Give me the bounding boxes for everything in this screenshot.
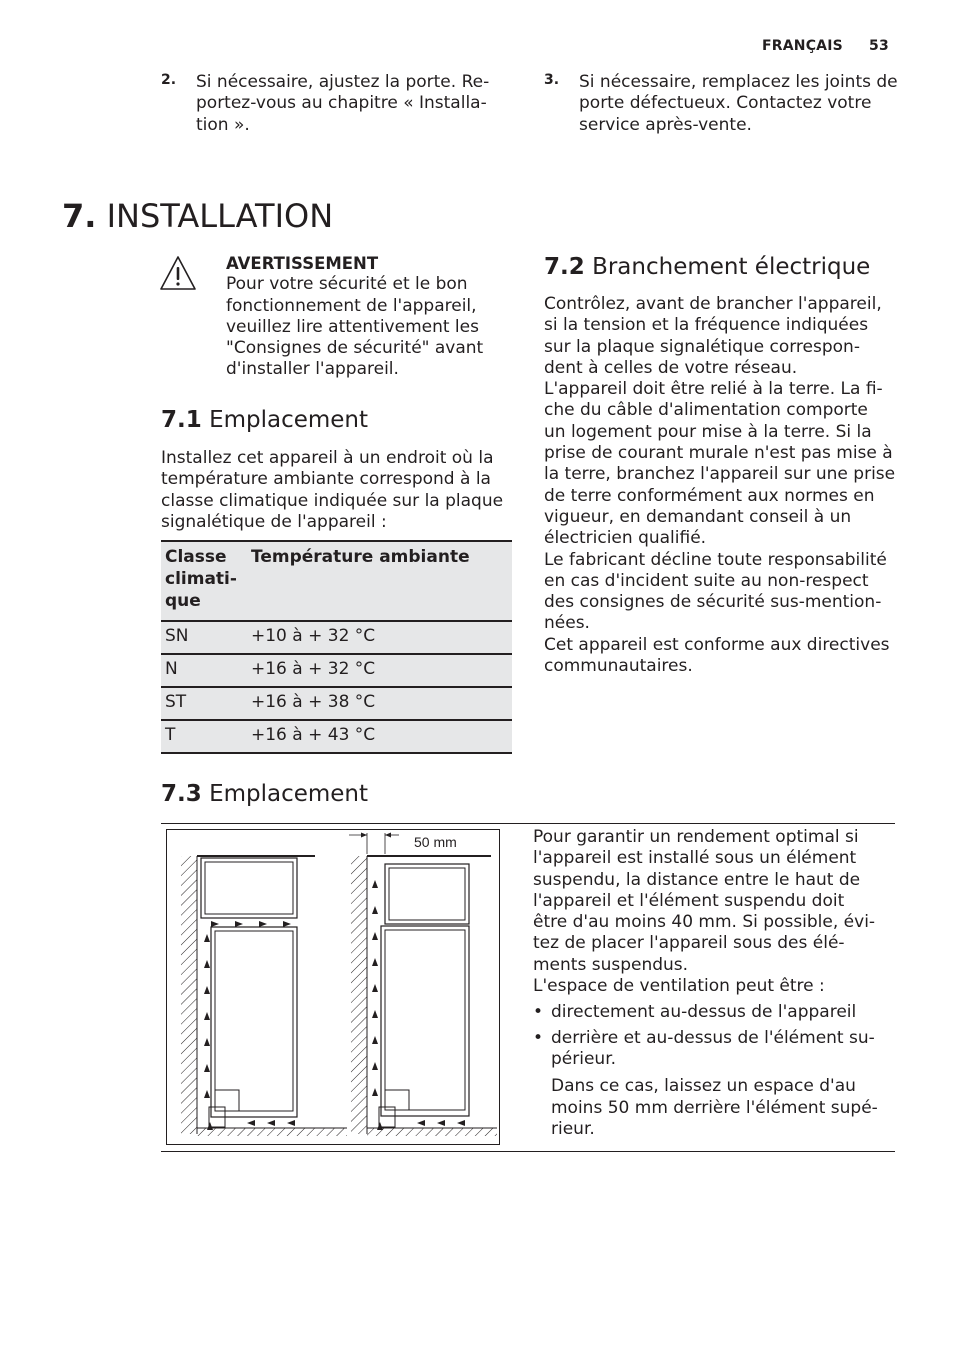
text-line: Contrôlez, avant de brancher l'appareil, <box>544 294 882 314</box>
text-line: électricien qualifié. <box>544 528 707 549</box>
text-line: dent à celles de votre réseau. <box>544 357 798 378</box>
text-line: tion ». <box>196 114 250 135</box>
text-line: l'appareil et l'élément suspendu doit <box>533 890 845 911</box>
text-line: Pour votre sécurité et le bon <box>226 274 468 295</box>
table-row <box>161 621 512 654</box>
section-number: 7.1 <box>161 407 202 433</box>
table-header-row <box>161 541 512 621</box>
text-line: température ambiante correspond à la <box>161 469 491 490</box>
text-line: vigueur, en demandant conseil à un <box>544 506 852 527</box>
section-title: Emplacement <box>209 407 369 433</box>
dimension-label: 50 mm <box>414 834 457 850</box>
header-line: que <box>165 591 201 611</box>
cell-temperature: +16 à + 43 °C <box>247 720 512 753</box>
cell-class: ST <box>161 687 247 720</box>
text-line: nées. <box>544 613 590 634</box>
note <box>533 1076 893 1140</box>
text-line: l'appareil est installé sous un élément <box>533 848 857 869</box>
section-7-3-text <box>533 827 893 1140</box>
text-line: Pour garantir un rendement optimal si <box>533 827 859 847</box>
chapter-title-text: INSTALLATION <box>106 197 334 235</box>
text-line: moins 50 mm derrière l'élément supé- <box>551 1097 878 1118</box>
chapter-number: 7. <box>62 197 97 235</box>
header-line: Classe <box>165 547 227 567</box>
table-row <box>161 687 512 720</box>
section-number: 7.3 <box>161 781 202 807</box>
warning-box <box>226 253 516 381</box>
section-7-2-text <box>544 294 904 677</box>
section-number: 7.2 <box>544 254 585 280</box>
text-line: L'espace de ventilation peut être : <box>533 976 825 997</box>
text-line: • derrière et au-dessus de l'élément su- <box>551 1027 875 1048</box>
warning-icon <box>158 254 198 294</box>
step-number: 3. <box>544 72 560 88</box>
text-line: tez de placer l'appareil sous des élé- <box>533 933 845 954</box>
section-title: Branchement électrique <box>592 254 871 280</box>
header-line: climati- <box>165 569 237 589</box>
text-line: signalétique de l'appareil : <box>161 511 387 532</box>
section-heading-7-3 <box>161 780 368 808</box>
text-line: service après-vente. <box>579 114 752 135</box>
warning-title: AVERTISSEMENT <box>226 254 379 273</box>
text-line: un logement pour mise à la terre. Si la <box>544 421 872 442</box>
section-heading-7-1 <box>161 406 368 434</box>
text-line: che du câble d'alimentation comporte <box>544 400 868 421</box>
table-row <box>161 720 512 753</box>
diagram-right <box>349 833 497 1137</box>
cell-temperature: +16 à + 38 °C <box>247 687 512 720</box>
text-line: d'installer l'appareil. <box>226 359 399 380</box>
text-line: si la tension et la fréquence indiquées <box>544 315 869 336</box>
text-line: des consignes de sécurité sus-mention- <box>544 592 882 613</box>
text-line: en cas d'incident suite au non-respect <box>544 570 869 591</box>
step-number: 2. <box>161 72 177 88</box>
text-line: Si nécessaire, remplacez les joints de <box>579 72 898 92</box>
text-line: • directement au-dessus de l'appareil <box>551 1002 857 1023</box>
table-row <box>161 654 512 687</box>
text-line: prise de courant murale n'est pas mise à <box>544 443 893 464</box>
section-heading-7-2 <box>544 253 870 281</box>
section-7-1-text <box>161 448 511 533</box>
section-title: Emplacement <box>209 781 369 807</box>
step-text <box>196 72 506 136</box>
cell-temperature: +16 à + 32 °C <box>247 654 512 687</box>
text-line: Cet appareil est conforme aux directives <box>544 634 890 655</box>
text-line: porte défectueux. Contactez votre <box>579 93 872 114</box>
text-line: veuillez lire attentivement les <box>226 316 479 337</box>
diagram-left <box>181 856 347 1136</box>
text-line: communautaires. <box>544 656 693 677</box>
text-line: suspendu, la distance entre le haut de <box>533 869 861 890</box>
cell-class: N <box>161 654 247 687</box>
header-classe <box>161 541 247 621</box>
cell-class: SN <box>161 621 247 654</box>
text-line: Installez cet appareil à un endroit où la <box>161 448 494 468</box>
section-divider-top <box>161 823 895 824</box>
text-line: Le fabricant décline toute responsabilité <box>544 549 887 570</box>
text-line: "Consignes de sécurité" avant <box>226 338 484 359</box>
cell-class: T <box>161 720 247 753</box>
cell-temperature: +10 à + 32 °C <box>247 621 512 654</box>
chapter-title <box>62 196 333 236</box>
text-line: L'appareil doit être relié à la terre. La fi- <box>544 379 883 400</box>
text-line: ments suspendus. <box>533 954 689 975</box>
text-line: rieur. <box>551 1118 595 1139</box>
page-number: 53 <box>869 38 889 54</box>
step-text <box>579 72 909 136</box>
text-line: classe climatique indiquée sur la plaque <box>161 490 504 511</box>
climate-table <box>161 540 512 754</box>
text-line: fonctionnement de l'appareil, <box>226 295 477 316</box>
list-item <box>533 1002 893 1023</box>
header-temperature: Température ambiante <box>247 541 512 621</box>
section-divider-bottom <box>161 1151 895 1152</box>
text-line: sur la plaque signalétique correspon- <box>544 336 860 357</box>
text-line: Dans ce cas, laissez un espace d'au <box>551 1076 856 1097</box>
text-line: périeur. <box>551 1048 617 1069</box>
bullet-list <box>533 1002 893 1070</box>
text-line: être d'au moins 40 mm. Si possible, évi- <box>533 912 876 933</box>
text-line: la terre, branchez l'appareil sur une prise <box>544 464 896 485</box>
list-item <box>533 1028 893 1071</box>
ventilation-diagram <box>166 829 500 1145</box>
header-language: FRANÇAIS <box>762 38 843 54</box>
text-line: de terre conformément aux normes en <box>544 485 875 506</box>
text-line: portez-vous au chapitre « Installa- <box>196 93 487 114</box>
text-line: Si nécessaire, ajustez la porte. Re- <box>196 72 490 92</box>
